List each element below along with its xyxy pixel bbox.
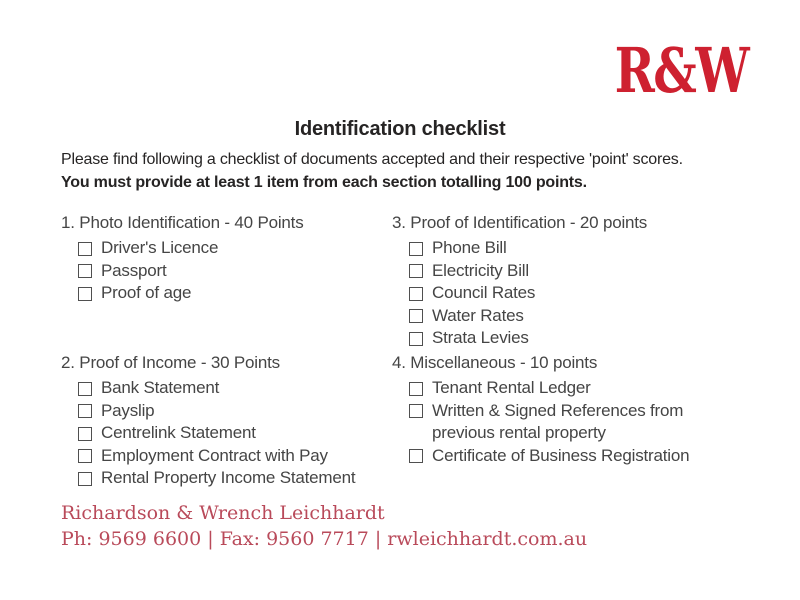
checklist xyxy=(392,377,692,467)
checklist-item-label: Centrelink Statement xyxy=(101,423,256,442)
checklist-item-label: Certificate of Business Registration xyxy=(432,445,690,465)
checklist-item xyxy=(78,445,391,468)
checklist xyxy=(61,237,391,305)
checkbox-icon xyxy=(409,332,423,346)
section-heading: 1. Photo Identification - 40 Points xyxy=(61,213,304,232)
checklist-item xyxy=(409,237,702,260)
section-miscellaneous xyxy=(392,352,692,467)
checklist-item xyxy=(78,422,391,445)
checklist-item-label: Rental Property Income Statement xyxy=(101,468,356,487)
page-title: Identification checklist xyxy=(294,118,506,140)
checklist-item-label: Written & Signed References from previous rental property xyxy=(432,400,684,442)
checklist-item-label: Water Rates xyxy=(432,305,524,325)
checklist-item-label: Electricity Bill xyxy=(432,260,529,280)
checklist-item xyxy=(409,305,702,328)
checklist-item xyxy=(78,282,391,305)
checkbox-icon xyxy=(78,404,92,418)
checklist-item-label: Bank Statement xyxy=(101,378,220,397)
section-photo-identification xyxy=(61,212,391,305)
checklist-item-label: Passport xyxy=(101,260,167,280)
checklist-item xyxy=(409,282,702,305)
checkbox-icon xyxy=(409,449,423,463)
checklist-item xyxy=(409,400,692,445)
checklist-item xyxy=(78,467,391,490)
checklist-item-label: Proof of age xyxy=(101,283,192,302)
checkbox-icon xyxy=(409,309,423,323)
checklist-item-label: Employment Contract with Pay xyxy=(101,445,328,465)
footer xyxy=(61,500,587,552)
contact-info: Ph: 9569 6600 | Fax: 9560 7717 | rwleichhardt.com.au xyxy=(61,528,588,550)
checkbox-icon xyxy=(409,287,423,301)
checklist-item-label: Tenant Rental Ledger xyxy=(432,378,591,397)
checklist-item-label: Payslip xyxy=(101,400,155,420)
section-heading: 2. Proof of Income - 30 Points xyxy=(61,353,280,372)
intro-text: Please find following a checklist of documents accepted and their respective 'point' scores. xyxy=(61,151,683,168)
checkbox-icon xyxy=(78,449,92,463)
section-heading: 4. Miscellaneous - 10 points xyxy=(392,353,598,372)
checklist-item xyxy=(409,327,702,350)
section-heading: 3. Proof of Identification - 20 points xyxy=(392,213,648,232)
checkbox-icon xyxy=(78,427,92,441)
checklist-item xyxy=(78,237,391,260)
checklist-item xyxy=(409,260,702,283)
intro-paragraph xyxy=(61,148,760,194)
checklist-item-label: Council Rates xyxy=(432,283,536,302)
checklist xyxy=(392,237,702,350)
section-proof-of-identification xyxy=(392,212,702,350)
checkbox-icon xyxy=(78,264,92,278)
section-proof-of-income xyxy=(61,352,391,490)
checklist-item xyxy=(409,377,692,400)
checkbox-icon xyxy=(409,404,423,418)
checklist-item xyxy=(409,445,692,468)
checklist-item xyxy=(78,377,391,400)
rw-logo: R&W xyxy=(614,34,748,107)
intro-text-bold: You must provide at least 1 item from each section totalling 100 points. xyxy=(61,174,587,191)
checkbox-icon xyxy=(78,242,92,256)
checkbox-icon xyxy=(409,242,423,256)
checklist-item-label: Strata Levies xyxy=(432,328,529,347)
checklist xyxy=(61,377,391,490)
checklist-item-label: Driver's Licence xyxy=(101,238,219,257)
checklist-item xyxy=(78,400,391,423)
checklist-item xyxy=(78,260,391,283)
checkbox-icon xyxy=(78,287,92,301)
company-name: Richardson & Wrench Leichhardt xyxy=(61,502,385,524)
checklist-item-label: Phone Bill xyxy=(432,238,507,257)
checkbox-icon xyxy=(409,382,423,396)
checkbox-icon xyxy=(78,382,92,396)
checkbox-icon xyxy=(409,264,423,278)
checkbox-icon xyxy=(78,472,92,486)
